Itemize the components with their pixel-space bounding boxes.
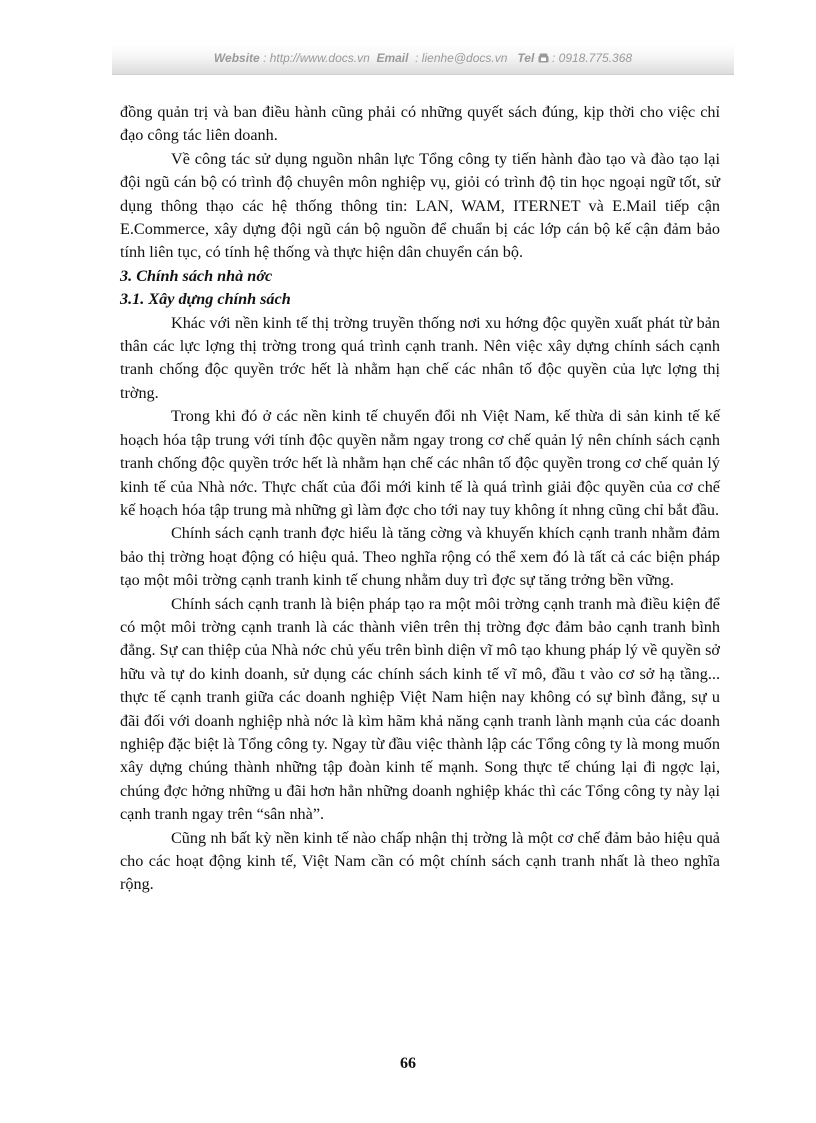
phone-icon: [538, 51, 552, 65]
page-header: [112, 44, 734, 75]
section-heading-state-policy: 3. Chính sách nhà nớc: [120, 266, 273, 285]
tel-value: : 0918.775.368: [551, 51, 633, 65]
page-number: 66: [400, 1055, 416, 1072]
email-label: Email: [376, 51, 409, 65]
subsection-heading-policy-building: 3.1. Xây dựng chính sách: [120, 290, 291, 309]
paragraph-conclusion: Cũng nh bất kỳ nền kinh tế nào chấp nhận thị trờng là một cơ chế đảm bảo hiệu quả cho các hoạt động kinh tế, Việt Nam cần có một chính sách cạnh tranh nhất là theo nghĩa rộng.: [120, 828, 720, 894]
paragraph-human-resources: Về công tác sử dụng nguồn nhân lực Tổng công ty tiến hành đào tạo và đào tạo lại đội ngũ cán bộ có trình độ chuyên môn nghiệp vụ, giỏi có trình độ tin học ngoại ngữ tốt, sử dụng thông thạo các hệ thống thông tin: LAN, WAM, ITERNET và E.Mail tiếp cận E.Commerce, xây dựng đội ngũ cán bộ nguồn để chuẩn bị các lớp cán bộ kế cận đảm bảo tính liên tục, có tính hệ thống và thực hiện dân chuyển cán bộ.: [120, 149, 720, 262]
paragraph-transition-economy: Trong khi đó ở các nền kinh tế chuyển đổi nh Việt Nam, kế thừa di sản kinh tế kế hoạch hóa tập trung với tính độc quyền nằm ngay trong cơ chế quản lý nên chính sách cạnh tranh chống độc quyền trớc hết là nhằm hạn chế các nhân tố độc quyền trong cơ chế quản lý kinh tế của Nhà nớc. Thực chất của đổi mới kinh tế là quá trình giải độc quyền của cơ chế kế hoạch hóa tập trung mà những gì làm đợc cho tới nay tuy không ít nhng cũng chỉ bắt đầu.: [120, 407, 720, 519]
document-body: [120, 101, 720, 897]
header-contact-line: [112, 51, 734, 65]
website-label: Website: [213, 51, 260, 65]
tel-label: Tel: [517, 51, 535, 65]
paragraph-market-economy: Khác với nền kinh tế thị trờng truyền thống nơi xu hớng độc quyền xuất phát từ bản thân các lực lợng thị trờng trong quá trình cạnh tranh. Nên việc xây dựng chính sách cạnh tranh chống độc quyền trớc hết là nhằm hạn chế các nhân tố độc quyền của lực lợng thị trờng.: [120, 313, 720, 402]
email-value: : lienhe@docs.vn: [415, 51, 508, 65]
website-value: : http://www.docs.vn: [263, 51, 370, 65]
paragraph-continuation: đồng quản trị và ban điều hành cũng phải có những quyết sách đúng, kịp thời cho việc chỉ đạo công tác liên doanh.: [120, 103, 720, 145]
paragraph-competition-environment: Chính sách cạnh tranh là biện pháp tạo ra một môi trờng cạnh tranh mà điều kiện để có một môi trờng cạnh tranh là các thành viên trên thị trờng đợc đảm bảo cạnh tranh bình đẳng. Sự can thiệp của Nhà nớc chủ yếu trên bình diện vĩ mô tạo khung pháp lý về quyền sở hữu và tự do kinh doanh, sử dụng các chính sách kinh tế vĩ mô, đầu t vào cơ sở hạ tầng... thực tế cạnh tranh giữa các doanh nghiệp Việt Nam hiện nay không có sự bình đẳng, sự u đãi đối với doanh nghiệp nhà nớc là kìm hãm khả năng cạnh tranh lành mạnh của các doanh nghiệp đặc biệt là Tổng công ty. Ngay từ đầu việc thành lập các Tổng công ty là mong muốn xây dựng chúng thành những tập đoàn kinh tế mạnh. Song thực tế chúng lại đi ngợc lại, chúng đợc hởng những u đãi hơn hẳn những doanh nghiệp khác thì các Tổng công ty này lại cạnh tranh ngay trên “sân nhà”.: [120, 594, 720, 824]
paragraph-competition-policy-definition: Chính sách cạnh tranh đợc hiểu là tăng cờng và khuyến khích cạnh tranh nhằm đảm bảo thị trờng hoạt động có hiệu quả. Theo nghĩa rộng có thể xem đó là tất cả các biện pháp tạo một môi trờng cạnh tranh kinh tế chung nhằm duy trì đợc sự tăng trởng bền vững.: [120, 524, 720, 590]
